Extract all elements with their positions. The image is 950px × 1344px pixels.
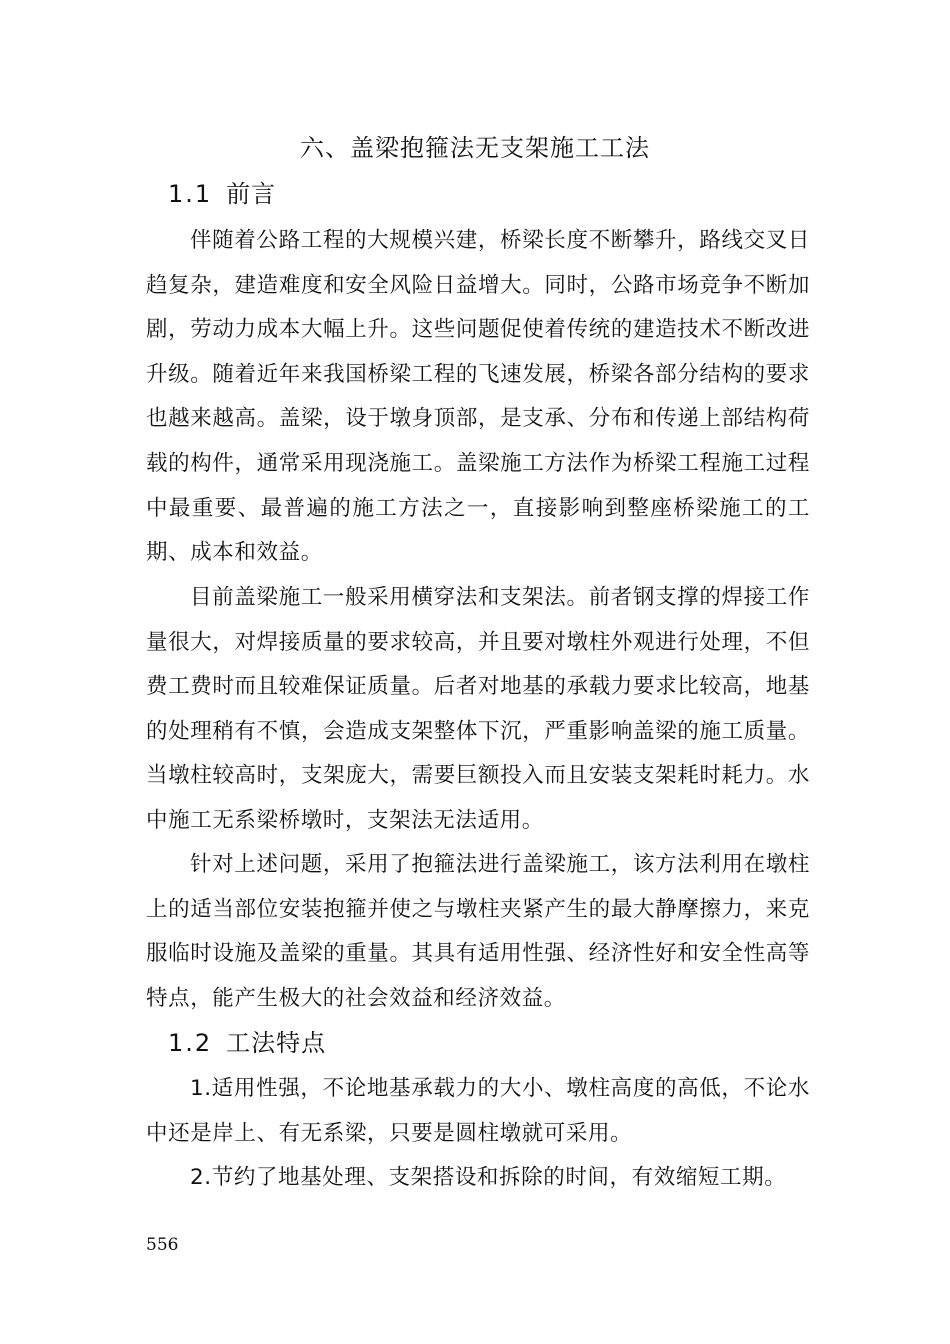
paragraph: 目前盖梁施工一般采用横穿法和支架法。前者钢支撑的焊接工作量很大，对焊接质量的要求较高，并且要对墩柱外观进行处理，不但费工费时而且较难保证质量。后者对地基的承载力要求比较高，地基的处理稍有不慎，会造成支架整体下沉，严重影响盖梁的施工质量。当墩柱较高时，支架庞大，需要巨额投入而且安装支架耗时耗力。水中施工无系梁桥墩时，支架法无法适用。 [146, 585, 810, 833]
section-title: 前言 [226, 180, 277, 208]
paragraph: 针对上述问题，采用了抱箍法进行盖梁施工，该方法利用在墩柱上的适当部位安装抱箍并使之与墩柱夹紧产生的最大静摩擦力，来克服临时设施及盖梁的重量。其具有适用性强、经济性好和安全性高等特点，能产生极大的社会效益和经济效益。 [146, 852, 810, 1011]
section-title: 工法特点 [226, 1029, 327, 1057]
page-number: 556 [146, 1235, 179, 1255]
section-heading-1-1 [168, 174, 276, 214]
list-paragraph: 1.适用性强，不论地基承载力的大小、墩柱高度的高低，不论水中还是岸上、有无系梁，只要是圆柱墩就可采用。 [146, 1076, 810, 1146]
section-number: 1.2 [168, 1029, 213, 1057]
document-title: 六、盖梁抱箍法无支架施工工法 [300, 134, 650, 162]
section-number: 1.1 [168, 180, 213, 208]
list-paragraph: 2.节约了地基处理、支架搭设和拆除的时间，有效缩短工期。 [190, 1165, 787, 1190]
section-heading-1-2 [168, 1023, 326, 1063]
paragraph: 伴随着公路工程的大规模兴建，桥梁长度不断攀升，路线交叉日趋复杂，建造难度和安全风险日益增大。同时，公路市场竞争不断加剧，劳动力成本大幅上升。这些问题促使着传统的建造技术不断改进升级。随着近年来我国桥梁工程的飞速发展，桥梁各部分结构的要求也越来越高。盖梁，设于墩身顶部，是支承、分布和传递上部结构荷载的构件，通常采用现浇施工。盖梁施工方法作为桥梁工程施工过程中最重要、最普遍的施工方法之一，直接影响到整座桥梁施工的工期、成本和效益。 [146, 228, 810, 566]
